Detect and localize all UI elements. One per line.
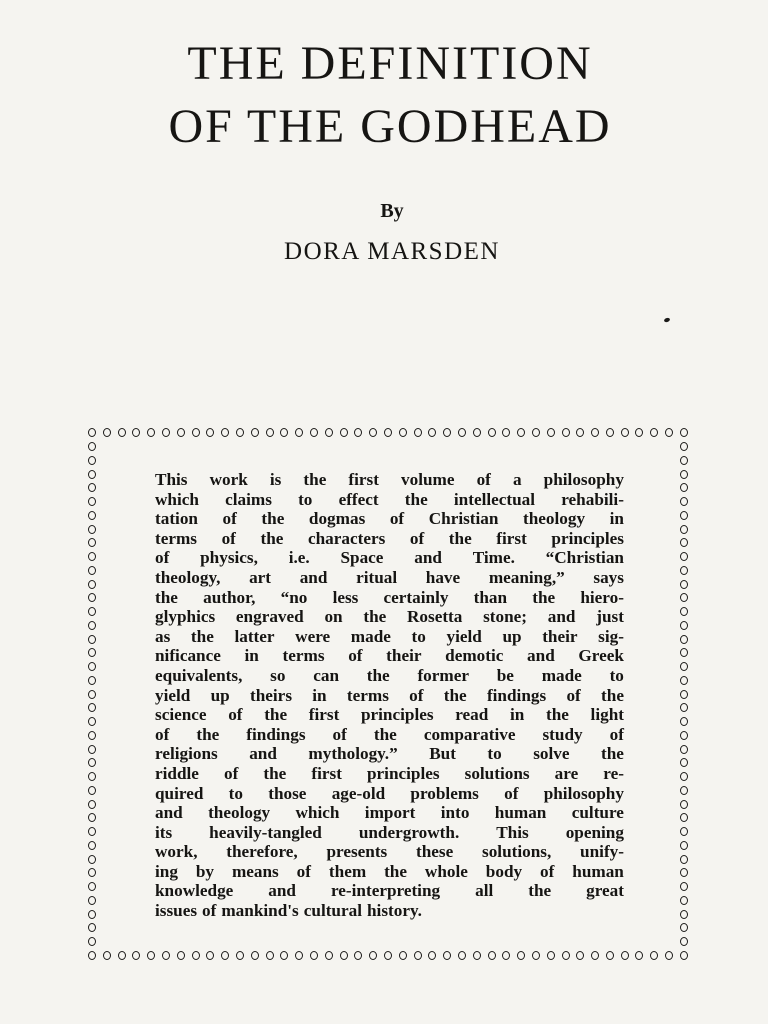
border-dot (680, 635, 688, 644)
border-dot (88, 841, 96, 850)
border-dot (680, 786, 688, 795)
border-dot (680, 951, 688, 960)
border-dot (88, 772, 96, 781)
border-dot (562, 951, 570, 960)
border-dot (399, 951, 407, 960)
description-line: yield up theirs in terms of the findings of the (155, 685, 624, 705)
border-dot (221, 951, 229, 960)
border-dot (517, 428, 525, 437)
border-dot (635, 951, 643, 960)
border-dot (517, 951, 525, 960)
border-dot (280, 428, 288, 437)
border-dot (680, 621, 688, 630)
border-dot (88, 717, 96, 726)
border-dot (88, 855, 96, 864)
border-dot (132, 428, 140, 437)
border-dot (88, 882, 96, 891)
border-dot (680, 552, 688, 561)
border-dot (680, 497, 688, 506)
border-dot (680, 827, 688, 836)
border-dot (680, 442, 688, 451)
description-line: ing by means of them the whole body of human (155, 861, 624, 881)
border-dot (88, 868, 96, 877)
description-line: This work is the first volume of a philosophy (155, 470, 624, 489)
border-dot (414, 428, 422, 437)
border-dot (177, 951, 185, 960)
description-line: as the latter were made to yield up their sig- (155, 626, 624, 646)
border-dot (88, 676, 96, 685)
border-dot (192, 951, 200, 960)
border-dot (147, 428, 155, 437)
border-dot (88, 937, 96, 946)
border-dot (88, 745, 96, 754)
border-dot (88, 442, 96, 451)
border-dot (562, 428, 570, 437)
border-dot (680, 772, 688, 781)
border-dot (88, 538, 96, 547)
border-dot (576, 428, 584, 437)
border-dot (88, 525, 96, 534)
border-dot (591, 428, 599, 437)
border-dot (88, 428, 96, 437)
border-dot (680, 525, 688, 534)
border-dot (384, 951, 392, 960)
border-dot (547, 428, 555, 437)
border-dot (251, 428, 259, 437)
border-dot (502, 428, 510, 437)
border-dot (680, 813, 688, 822)
border-dot (680, 910, 688, 919)
border-dot (606, 951, 614, 960)
border-dot (680, 580, 688, 589)
border-dot (132, 951, 140, 960)
border-dot (680, 731, 688, 740)
border-dot (680, 607, 688, 616)
border-dot (680, 428, 688, 437)
border-dot (236, 951, 244, 960)
border-dot (88, 497, 96, 506)
border-dot (680, 648, 688, 657)
border-dot (88, 800, 96, 809)
description-line: of physics, i.e. Space and Time. “Christian (155, 548, 624, 568)
border-dot (88, 662, 96, 671)
border-dot (680, 800, 688, 809)
border-dot (532, 428, 540, 437)
border-dot (680, 456, 688, 465)
border-dot (266, 428, 274, 437)
title-line-1: THE DEFINITION (187, 37, 593, 90)
border-dot (162, 428, 170, 437)
border-dot (680, 923, 688, 932)
border-left (88, 442, 96, 946)
description-line: equivalents, so can the former be made to (155, 665, 624, 685)
border-dot (488, 428, 496, 437)
border-dot (88, 470, 96, 479)
border-dot (147, 951, 155, 960)
border-dot (88, 910, 96, 919)
border-dot (310, 428, 318, 437)
border-dot (680, 868, 688, 877)
border-dot (621, 428, 629, 437)
description-line: of the findings of the comparative study of (155, 724, 624, 744)
border-dot (88, 483, 96, 492)
border-dot (473, 428, 481, 437)
description-line: glyphics engraved on the Rosetta stone; and just (155, 607, 624, 627)
border-dot (443, 428, 451, 437)
border-dot (680, 470, 688, 479)
border-dot (88, 456, 96, 465)
border-dot (680, 662, 688, 671)
description-line: science of the first principles read in the light (155, 705, 624, 725)
border-dot (118, 951, 126, 960)
border-dot (606, 428, 614, 437)
border-top (88, 428, 688, 437)
border-dot (488, 951, 496, 960)
border-dot (680, 676, 688, 685)
border-dot (88, 580, 96, 589)
border-bottom (88, 951, 688, 960)
border-dot (118, 428, 126, 437)
border-dot (680, 745, 688, 754)
border-dot (88, 593, 96, 602)
border-dot (473, 951, 481, 960)
border-dot (414, 951, 422, 960)
border-dot (221, 428, 229, 437)
border-dot (88, 511, 96, 520)
border-right (680, 442, 688, 946)
border-dot (665, 428, 673, 437)
byline-by: By (380, 200, 404, 222)
description-line: its heavily-tangled undergrowth. This opening (155, 822, 624, 842)
author-name: DORA MARSDEN (284, 238, 500, 265)
description-line: issues of mankind's cultural history. (155, 901, 422, 921)
border-dot (177, 428, 185, 437)
border-dot (88, 923, 96, 932)
border-dot (458, 951, 466, 960)
description-line: terms of the characters of the first principles (155, 528, 624, 548)
border-dot (88, 896, 96, 905)
description-line: tation of the dogmas of Christian theology in (155, 509, 624, 529)
border-dot (295, 428, 303, 437)
border-dot (88, 648, 96, 657)
description-line: the author, “no less certainly than the hiero- (155, 587, 624, 607)
border-dot (192, 428, 200, 437)
book-description (155, 470, 624, 921)
title-line-2: OF THE GODHEAD (168, 100, 612, 153)
border-dot (680, 566, 688, 575)
border-dot (295, 951, 303, 960)
border-dot (680, 841, 688, 850)
border-dot (502, 951, 510, 960)
border-dot (88, 731, 96, 740)
border-dot (680, 882, 688, 891)
border-dot (428, 428, 436, 437)
description-line: religions and mythology.” But to solve the (155, 744, 624, 764)
description-line: work, therefore, presents these solutions, unify- (155, 842, 624, 862)
border-dot (547, 951, 555, 960)
border-dot (88, 827, 96, 836)
border-dot (591, 951, 599, 960)
border-dot (680, 483, 688, 492)
border-dot (88, 635, 96, 644)
border-dot (88, 758, 96, 767)
border-dot (680, 690, 688, 699)
border-dot (650, 951, 658, 960)
border-dot (103, 951, 111, 960)
border-dot (206, 428, 214, 437)
border-dot (88, 703, 96, 712)
border-dot (680, 896, 688, 905)
border-dot (384, 428, 392, 437)
border-dot (88, 607, 96, 616)
border-dot (650, 428, 658, 437)
description-line: which claims to effect the intellectual rehabili- (155, 489, 624, 509)
border-dot (88, 621, 96, 630)
border-dot (354, 428, 362, 437)
border-dot (88, 566, 96, 575)
ink-speck (663, 317, 670, 323)
border-dot (680, 511, 688, 520)
border-dot (369, 428, 377, 437)
description-line: knowledge and re-interpreting all the great (155, 881, 624, 901)
border-dot (162, 951, 170, 960)
description-line: quired to those age-old problems of philosophy (155, 783, 624, 803)
border-dot (88, 786, 96, 795)
border-dot (236, 428, 244, 437)
border-dot (88, 813, 96, 822)
border-dot (428, 951, 436, 960)
border-dot (310, 951, 318, 960)
border-dot (340, 951, 348, 960)
border-dot (325, 951, 333, 960)
description-line: nificance in terms of their demotic and Greek (155, 646, 624, 666)
border-dot (621, 951, 629, 960)
description-line: riddle of the first principles solutions are re- (155, 763, 624, 783)
border-dot (680, 538, 688, 547)
border-dot (680, 717, 688, 726)
border-dot (532, 951, 540, 960)
border-dot (680, 937, 688, 946)
border-dot (680, 703, 688, 712)
border-dot (680, 758, 688, 767)
border-dot (340, 428, 348, 437)
border-dot (680, 855, 688, 864)
border-dot (266, 951, 274, 960)
border-dot (325, 428, 333, 437)
border-dot (576, 951, 584, 960)
border-dot (88, 552, 96, 561)
border-dot (354, 951, 362, 960)
border-dot (458, 428, 466, 437)
border-dot (206, 951, 214, 960)
border-dot (88, 951, 96, 960)
border-dot (369, 951, 377, 960)
border-dot (665, 951, 673, 960)
border-dot (251, 951, 259, 960)
border-dot (635, 428, 643, 437)
border-dot (443, 951, 451, 960)
border-dot (103, 428, 111, 437)
border-dot (399, 428, 407, 437)
border-dot (280, 951, 288, 960)
border-dot (88, 690, 96, 699)
border-dot (680, 593, 688, 602)
description-line: theology, art and ritual have meaning,” says (155, 567, 624, 587)
description-line: and theology which import into human culture (155, 803, 624, 823)
